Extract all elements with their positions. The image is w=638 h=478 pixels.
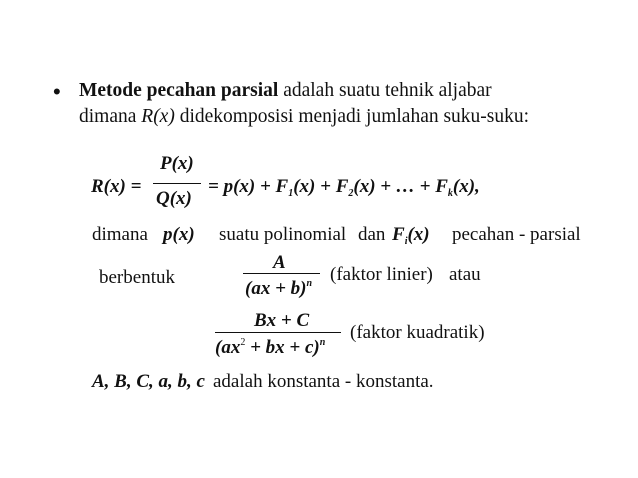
- term-metode-pecahan-parsial: Metode pecahan parsial: [79, 80, 279, 101]
- rx-term: R(x): [141, 106, 175, 127]
- fi-term: $F_i(x)$: [392, 224, 430, 247]
- faktor-linier-label: (faktor linier): [330, 264, 433, 285]
- intro-line-1: [79, 80, 492, 102]
- equation-denominator: Q(x): [156, 188, 192, 209]
- linear-fraction-bar: [243, 273, 320, 274]
- bullet: •: [53, 79, 61, 104]
- constants-vars: A, B, C, a, b, c: [92, 371, 205, 392]
- equation-fraction-bar: [153, 183, 201, 184]
- equation-numerator: P(x): [160, 153, 194, 174]
- intro-line-2-prefix: dimana: [79, 106, 142, 127]
- px-term: p(x): [163, 224, 195, 245]
- dimana-word: dimana: [92, 224, 148, 245]
- constants-text: adalah konstanta - konstanta.: [213, 371, 434, 392]
- intro-line-2: [79, 106, 529, 128]
- atau-word: atau: [449, 264, 481, 285]
- faktor-kuadratik-label: (faktor kuadratik): [350, 322, 485, 343]
- intro-line-1-rest: adalah suatu tehnik aljabar: [278, 80, 492, 101]
- linear-numerator: A: [273, 252, 286, 273]
- pecahan-parsial: pecahan - parsial: [452, 224, 581, 245]
- quadratic-denominator: ($ax^2$ + bx + c)$^n$: [215, 337, 326, 358]
- suatu-polinomial: suatu polinomial: [219, 224, 347, 245]
- dan-word: dan: [358, 224, 386, 245]
- quadratic-numerator: Bx + C: [254, 310, 310, 331]
- intro-line-2-rest: didekomposisi menjadi jumlahan suku-suku:: [174, 106, 530, 127]
- quadratic-fraction-bar: [215, 332, 341, 333]
- equation-lhs: R(x) =: [91, 176, 142, 197]
- equation-rhs: = $p(x) + F_1(x) + F_2(x)$ + … + $F_k(x)$,: [208, 176, 480, 199]
- linear-denominator: (ax + b)$^n$: [245, 278, 313, 299]
- berbentuk-word: berbentuk: [99, 267, 175, 288]
